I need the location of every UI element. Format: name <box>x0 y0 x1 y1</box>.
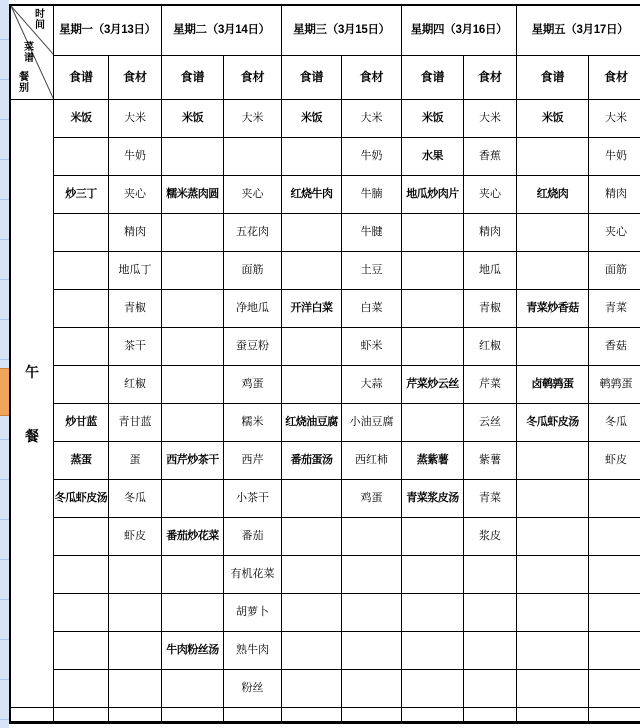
menu-cell-day4-row11[interactable]: 青菜浆皮汤 <box>402 480 464 518</box>
ingredient-cell-day2-row2[interactable] <box>224 138 282 176</box>
menu-cell-day2-row16[interactable] <box>162 670 224 708</box>
menu-cell-day5-row1[interactable]: 米饭 <box>517 100 589 138</box>
ingredient-cell-day4-row15[interactable] <box>464 632 517 670</box>
ingredient-cell-day5-row9[interactable]: 冬瓜 <box>589 404 640 442</box>
ingredient-cell-day5-row6[interactable]: 青菜 <box>589 290 640 328</box>
menu-cell-day1-row11[interactable]: 冬瓜虾皮汤 <box>54 480 109 518</box>
menu-cell-day3-row3[interactable]: 红烧牛肉 <box>282 176 342 214</box>
ingredient-cell-day5-row4[interactable]: 夹心 <box>589 214 640 252</box>
subheader-menu-tuesday[interactable]: 食谱 <box>162 56 224 100</box>
menu-cell-day1-row12[interactable] <box>54 518 109 556</box>
menu-cell-day3-row9[interactable]: 红烧油豆腐 <box>282 404 342 442</box>
menu-cell-day1-row13[interactable] <box>54 556 109 594</box>
ingredient-cell-day5-row14[interactable] <box>589 594 640 632</box>
menu-cell-day5-row14[interactable] <box>517 594 589 632</box>
ingredient-cell-day5-row5[interactable]: 面筋 <box>589 252 640 290</box>
menu-cell-day1-row6[interactable] <box>54 290 109 328</box>
menu-cell-day2-row1[interactable]: 米饭 <box>162 100 224 138</box>
ingredient-cell-day3-row7[interactable]: 虾米 <box>342 328 402 366</box>
menu-cell-day5-row12[interactable] <box>517 518 589 556</box>
day-header-friday[interactable]: 星期五（3月17日） <box>517 6 640 56</box>
bottom-stub-cell-col1[interactable] <box>11 708 54 722</box>
day-header-thursday[interactable]: 星期四（3月16日） <box>402 6 517 56</box>
ingredient-cell-day5-row11[interactable] <box>589 480 640 518</box>
excel-row-header-strip <box>0 0 9 728</box>
ingredient-cell-day4-row3[interactable]: 夹心 <box>464 176 517 214</box>
menu-cell-day3-row16[interactable] <box>282 670 342 708</box>
subheader-menu-thursday[interactable]: 食谱 <box>402 56 464 100</box>
menu-cell-day5-row9[interactable]: 冬瓜虾皮汤 <box>517 404 589 442</box>
menu-cell-day1-row15[interactable] <box>54 632 109 670</box>
menu-cell-day3-row14[interactable] <box>282 594 342 632</box>
bottom-stub-cell-col6[interactable] <box>282 708 342 722</box>
menu-cell-day4-row5[interactable] <box>402 252 464 290</box>
subheader-menu-wednesday[interactable]: 食谱 <box>282 56 342 100</box>
ingredient-cell-day3-row8[interactable]: 大蒜 <box>342 366 402 404</box>
ingredient-cell-day2-row5[interactable]: 面筋 <box>224 252 282 290</box>
ingredient-cell-day1-row7[interactable]: 茶干 <box>109 328 162 366</box>
menu-cell-day2-row13[interactable] <box>162 556 224 594</box>
day-header-wednesday[interactable]: 星期三（3月15日） <box>282 6 402 56</box>
ingredient-cell-day1-row11[interactable]: 冬瓜 <box>109 480 162 518</box>
ingredient-cell-day3-row14[interactable] <box>342 594 402 632</box>
menu-cell-day3-row12[interactable] <box>282 518 342 556</box>
menu-cell-day2-row8[interactable] <box>162 366 224 404</box>
corner-header-cell[interactable] <box>11 6 54 100</box>
subheader-ingredient-thursday[interactable]: 食材 <box>464 56 517 100</box>
menu-cell-day5-row13[interactable] <box>517 556 589 594</box>
ingredient-cell-day2-row3[interactable]: 夹心 <box>224 176 282 214</box>
menu-cell-day2-row15[interactable]: 牛肉粉丝汤 <box>162 632 224 670</box>
menu-cell-day5-row3[interactable]: 红烧肉 <box>517 176 589 214</box>
menu-cell-day3-row11[interactable] <box>282 480 342 518</box>
menu-cell-day5-row10[interactable] <box>517 442 589 480</box>
ingredient-cell-day1-row5[interactable]: 地瓜丁 <box>109 252 162 290</box>
ingredient-cell-day4-row5[interactable]: 地瓜 <box>464 252 517 290</box>
bottom-stub-cell-col11[interactable] <box>589 708 640 722</box>
menu-cell-day2-row10[interactable]: 西芹炒茶干 <box>162 442 224 480</box>
ingredient-cell-day3-row6[interactable]: 白菜 <box>342 290 402 328</box>
meal-type-label: 午餐 <box>25 363 39 444</box>
ingredient-cell-day1-row13[interactable] <box>109 556 162 594</box>
ingredient-cell-day1-row4[interactable]: 精肉 <box>109 214 162 252</box>
menu-cell-day3-row8[interactable] <box>282 366 342 404</box>
menu-cell-day4-row10[interactable]: 蒸紫薯 <box>402 442 464 480</box>
menu-cell-day2-row12[interactable]: 番茄炒花菜 <box>162 518 224 556</box>
ingredient-cell-day4-row11[interactable]: 青菜 <box>464 480 517 518</box>
subheader-ingredient-friday[interactable]: 食材 <box>589 56 640 100</box>
menu-cell-day3-row15[interactable] <box>282 632 342 670</box>
menu-cell-day4-row15[interactable] <box>402 632 464 670</box>
menu-cell-day3-row5[interactable] <box>282 252 342 290</box>
menu-cell-day1-row16[interactable] <box>54 670 109 708</box>
day-header-monday[interactable]: 星期一（3月13日） <box>54 6 162 56</box>
subheader-menu-friday[interactable]: 食谱 <box>517 56 589 100</box>
menu-cell-day3-row1[interactable]: 米饭 <box>282 100 342 138</box>
menu-cell-day3-row4[interactable] <box>282 214 342 252</box>
menu-cell-day4-row9[interactable] <box>402 404 464 442</box>
excel-row-selection-highlight <box>0 368 9 416</box>
ingredient-cell-day1-row14[interactable] <box>109 594 162 632</box>
menu-cell-day5-row6[interactable]: 青菜炒香菇 <box>517 290 589 328</box>
ingredient-cell-day5-row16[interactable] <box>589 670 640 708</box>
subheader-menu-monday[interactable]: 食谱 <box>54 56 109 100</box>
ingredient-cell-day4-row9[interactable]: 云丝 <box>464 404 517 442</box>
ingredient-cell-day2-row13[interactable]: 有机花菜 <box>224 556 282 594</box>
day-header-tuesday[interactable]: 星期二（3月14日） <box>162 6 282 56</box>
ingredient-cell-day1-row15[interactable] <box>109 632 162 670</box>
corner-label-menu: 菜谱 <box>24 42 34 64</box>
menu-cell-day5-row4[interactable] <box>517 214 589 252</box>
bottom-stub-cell-col4[interactable] <box>162 708 224 722</box>
ingredient-cell-day1-row12[interactable]: 虾皮 <box>109 518 162 556</box>
menu-cell-day3-row6[interactable]: 开洋白菜 <box>282 290 342 328</box>
subheader-ingredient-wednesday[interactable]: 食材 <box>342 56 402 100</box>
bottom-stub-cell-col9[interactable] <box>464 708 517 722</box>
menu-cell-day2-row11[interactable] <box>162 480 224 518</box>
menu-cell-day1-row5[interactable] <box>54 252 109 290</box>
menu-cell-day4-row13[interactable] <box>402 556 464 594</box>
menu-cell-day1-row10[interactable]: 蒸蛋 <box>54 442 109 480</box>
ingredient-cell-day1-row1[interactable]: 大米 <box>109 100 162 138</box>
ingredient-cell-day2-row10[interactable]: 西芹 <box>224 442 282 480</box>
ingredient-cell-day4-row13[interactable] <box>464 556 517 594</box>
menu-cell-day1-row14[interactable] <box>54 594 109 632</box>
ingredient-cell-day4-row10[interactable]: 紫薯 <box>464 442 517 480</box>
ingredient-cell-day5-row7[interactable]: 香菇 <box>589 328 640 366</box>
ingredient-cell-day4-row8[interactable]: 芹菜 <box>464 366 517 404</box>
ingredient-cell-day4-row12[interactable]: 浆皮 <box>464 518 517 556</box>
ingredient-cell-day4-row16[interactable] <box>464 670 517 708</box>
bottom-stub-cell-col2[interactable] <box>54 708 109 722</box>
menu-cell-day2-row2[interactable] <box>162 138 224 176</box>
ingredient-cell-day3-row4[interactable]: 牛腱 <box>342 214 402 252</box>
ingredient-cell-day4-row14[interactable] <box>464 594 517 632</box>
menu-cell-day2-row7[interactable] <box>162 328 224 366</box>
ingredient-cell-day2-row9[interactable]: 糯米 <box>224 404 282 442</box>
menu-cell-day4-row12[interactable] <box>402 518 464 556</box>
ingredient-cell-day3-row9[interactable]: 小油豆腐 <box>342 404 402 442</box>
bottom-stub-cell-col10[interactable] <box>517 708 589 722</box>
menu-cell-day4-row3[interactable]: 地瓜炒肉片 <box>402 176 464 214</box>
ingredient-cell-day2-row16[interactable]: 粉丝 <box>224 670 282 708</box>
menu-cell-day2-row9[interactable] <box>162 404 224 442</box>
ingredient-cell-day5-row15[interactable] <box>589 632 640 670</box>
ingredient-cell-day3-row12[interactable] <box>342 518 402 556</box>
bottom-stub-cell-col7[interactable] <box>342 708 402 722</box>
ingredient-cell-day2-row7[interactable]: 蚕豆粉 <box>224 328 282 366</box>
menu-cell-day1-row1[interactable]: 米饭 <box>54 100 109 138</box>
ingredient-cell-day3-row10[interactable]: 西红柿 <box>342 442 402 480</box>
ingredient-cell-day5-row13[interactable] <box>589 556 640 594</box>
subheader-ingredient-tuesday[interactable]: 食材 <box>224 56 282 100</box>
ingredient-cell-day5-row8[interactable]: 鹌鹑蛋 <box>589 366 640 404</box>
menu-cell-day1-row9[interactable]: 炒甘蓝 <box>54 404 109 442</box>
ingredient-cell-day3-row2[interactable]: 牛奶 <box>342 138 402 176</box>
ingredient-cell-day5-row12[interactable] <box>589 518 640 556</box>
ingredient-cell-day3-row11[interactable]: 鸡蛋 <box>342 480 402 518</box>
menu-cell-day5-row2[interactable] <box>517 138 589 176</box>
corner-label-time: 时间 <box>35 9 45 31</box>
ingredient-cell-day4-row1[interactable]: 大米 <box>464 100 517 138</box>
ingredient-cell-day5-row1[interactable]: 大米 <box>589 100 640 138</box>
ingredient-cell-day1-row8[interactable]: 红椒 <box>109 366 162 404</box>
ingredient-cell-day3-row16[interactable] <box>342 670 402 708</box>
ingredient-cell-day3-row3[interactable]: 牛腩 <box>342 176 402 214</box>
menu-cell-day2-row3[interactable]: 糯米蒸肉圆 <box>162 176 224 214</box>
menu-cell-day4-row16[interactable] <box>402 670 464 708</box>
ingredient-cell-day4-row2[interactable]: 香蕉 <box>464 138 517 176</box>
ingredient-cell-day5-row10[interactable]: 虾皮 <box>589 442 640 480</box>
bottom-stub-cell-col5[interactable] <box>224 708 282 722</box>
menu-cell-day5-row8[interactable]: 卤鹌鹑蛋 <box>517 366 589 404</box>
ingredient-cell-day3-row5[interactable]: 土豆 <box>342 252 402 290</box>
menu-cell-day3-row7[interactable] <box>282 328 342 366</box>
ingredient-cell-day2-row15[interactable]: 熟牛肉 <box>224 632 282 670</box>
ingredient-cell-day1-row3[interactable]: 夹心 <box>109 176 162 214</box>
menu-cell-day3-row10[interactable]: 番茄蛋汤 <box>282 442 342 480</box>
ingredient-cell-day2-row14[interactable]: 胡萝卜 <box>224 594 282 632</box>
menu-cell-day5-row15[interactable] <box>517 632 589 670</box>
ingredient-cell-day4-row6[interactable]: 青椒 <box>464 290 517 328</box>
menu-cell-day1-row7[interactable] <box>54 328 109 366</box>
menu-cell-day4-row1[interactable]: 米饭 <box>402 100 464 138</box>
menu-cell-day5-row5[interactable] <box>517 252 589 290</box>
ingredient-cell-day5-row2[interactable]: 牛奶 <box>589 138 640 176</box>
menu-cell-day4-row8[interactable]: 芹菜炒云丝 <box>402 366 464 404</box>
menu-cell-day5-row11[interactable] <box>517 480 589 518</box>
menu-cell-day4-row2[interactable]: 水果 <box>402 138 464 176</box>
subheader-ingredient-monday[interactable]: 食材 <box>109 56 162 100</box>
ingredient-cell-day5-row3[interactable]: 精肉 <box>589 176 640 214</box>
menu-cell-day4-row14[interactable] <box>402 594 464 632</box>
ingredient-cell-day1-row2[interactable]: 牛奶 <box>109 138 162 176</box>
menu-cell-day3-row2[interactable] <box>282 138 342 176</box>
menu-cell-day2-row4[interactable] <box>162 214 224 252</box>
bottom-stub-cell-col8[interactable] <box>402 708 464 722</box>
menu-cell-day2-row6[interactable] <box>162 290 224 328</box>
menu-cell-day2-row14[interactable] <box>162 594 224 632</box>
bottom-stub-cell-col3[interactable] <box>109 708 162 722</box>
ingredient-cell-day2-row12[interactable]: 番茄 <box>224 518 282 556</box>
ingredient-cell-day2-row1[interactable]: 大米 <box>224 100 282 138</box>
lunch-menu-table <box>9 4 640 724</box>
menu-cell-day5-row16[interactable] <box>517 670 589 708</box>
menu-cell-day2-row5[interactable] <box>162 252 224 290</box>
menu-cell-day1-row3[interactable]: 炒三丁 <box>54 176 109 214</box>
ingredient-cell-day3-row1[interactable]: 大米 <box>342 100 402 138</box>
ingredient-cell-day3-row15[interactable] <box>342 632 402 670</box>
menu-cell-day4-row7[interactable] <box>402 328 464 366</box>
menu-cell-day1-row8[interactable] <box>54 366 109 404</box>
ingredient-cell-day3-row13[interactable] <box>342 556 402 594</box>
menu-cell-day4-row4[interactable] <box>402 214 464 252</box>
ingredient-cell-day1-row10[interactable]: 蛋 <box>109 442 162 480</box>
menu-cell-day3-row13[interactable] <box>282 556 342 594</box>
ingredient-cell-day1-row6[interactable]: 青椒 <box>109 290 162 328</box>
menu-cell-day4-row6[interactable] <box>402 290 464 328</box>
menu-cell-day1-row2[interactable] <box>54 138 109 176</box>
ingredient-cell-day4-row4[interactable]: 精肉 <box>464 214 517 252</box>
ingredient-cell-day1-row9[interactable]: 青甘蓝 <box>109 404 162 442</box>
menu-cell-day5-row7[interactable] <box>517 328 589 366</box>
ingredient-cell-day2-row11[interactable]: 小茶干 <box>224 480 282 518</box>
ingredient-cell-day1-row16[interactable] <box>109 670 162 708</box>
menu-cell-day1-row4[interactable] <box>54 214 109 252</box>
ingredient-cell-day2-row6[interactable]: 净地瓜 <box>224 290 282 328</box>
ingredient-cell-day4-row7[interactable]: 红椒 <box>464 328 517 366</box>
ingredient-cell-day2-row4[interactable]: 五花肉 <box>224 214 282 252</box>
corner-label-meal: 餐别 <box>19 72 29 94</box>
ingredient-cell-day2-row8[interactable]: 鸡蛋 <box>224 366 282 404</box>
meal-type-cell-lunch[interactable] <box>11 100 54 708</box>
